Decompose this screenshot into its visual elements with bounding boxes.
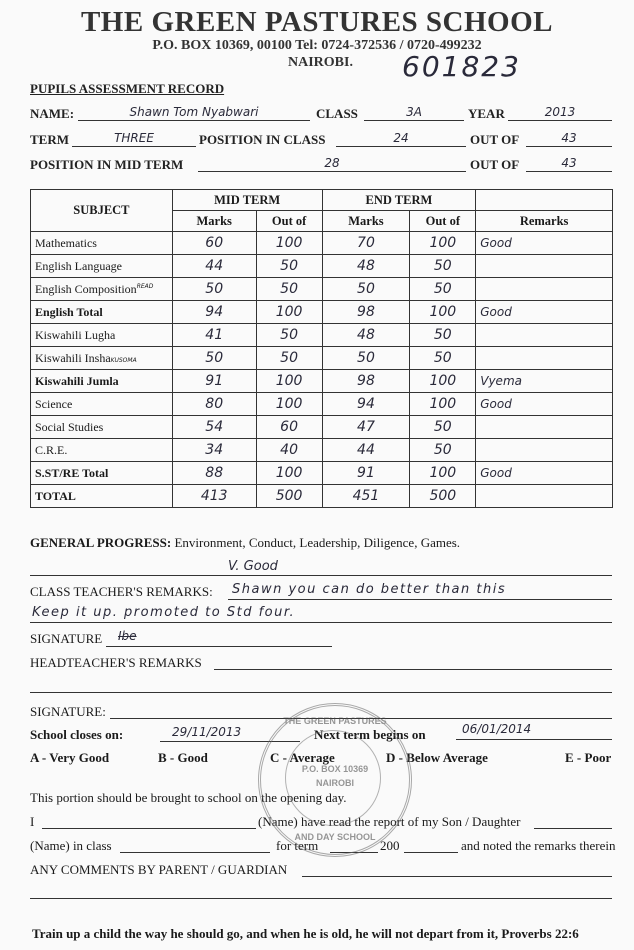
term-field[interactable] xyxy=(72,131,196,147)
subject-cell xyxy=(31,485,173,508)
table-row xyxy=(31,485,613,508)
school-stamp xyxy=(258,703,412,857)
mid-out-of-cell[interactable]: 60 xyxy=(256,416,322,439)
remarks-cell[interactable] xyxy=(476,485,613,508)
mid-out-of-field[interactable] xyxy=(526,156,612,172)
end-marks-cell[interactable]: 98 xyxy=(322,370,410,393)
school-address: P.O. BOX 10369, 00100 Tel: 0724-372536 / 0720-499232 xyxy=(152,38,482,53)
subject-cell xyxy=(31,370,173,393)
name-value: Shawn Tom Nyabwari xyxy=(129,105,259,119)
position-label: POSITION IN CLASS xyxy=(199,132,326,147)
slip-comments-label: ANY COMMENTS BY PARENT / GUARDIAN xyxy=(30,862,288,877)
end-out-of-cell[interactable]: 50 xyxy=(410,278,476,301)
mid-out-of-cell[interactable]: 40 xyxy=(256,439,322,462)
header-subject: SUBJECT xyxy=(31,190,173,232)
subject-cell xyxy=(31,416,173,439)
subject-name: Kiswahili Insha xyxy=(35,350,111,365)
remarks-cell[interactable] xyxy=(476,324,613,347)
mid-out-of-cell[interactable]: 50 xyxy=(256,347,322,370)
end-marks-cell[interactable]: 98 xyxy=(322,301,410,324)
subject-name: English Composition xyxy=(35,281,137,296)
teacher-signature-value: Ibe xyxy=(118,629,137,643)
table-row xyxy=(31,393,613,416)
school-name: THE GREEN PASTURES SCHOOL xyxy=(80,6,554,38)
class-label: CLASS xyxy=(316,106,358,121)
subject-cell xyxy=(31,278,173,301)
subject-cell xyxy=(31,255,173,278)
mid-out-of-cell[interactable]: 500 xyxy=(256,485,322,508)
stamp-box-text: P.O. BOX 10369 xyxy=(301,764,369,774)
mid-out-of-label: OUT OF xyxy=(470,157,520,172)
mid-marks-cell[interactable]: 91 xyxy=(172,370,256,393)
end-out-of-cell[interactable]: 100 xyxy=(410,232,476,255)
end-out-of-cell[interactable]: 50 xyxy=(410,255,476,278)
table-row xyxy=(31,370,613,393)
head-remarks-line1[interactable] xyxy=(214,669,612,670)
teacher-remarks-line2: Keep it up. promoted to Std four. xyxy=(32,605,296,620)
out-of-field[interactable] xyxy=(526,131,612,147)
table-row xyxy=(31,278,613,301)
begins-value: 06/01/2014 xyxy=(462,722,532,736)
teacher-signature-label: SIGNATURE xyxy=(30,631,103,646)
end-out-of-cell[interactable]: 50 xyxy=(410,416,476,439)
slip-instruction: This portion should be brought to school on the opening day. xyxy=(30,790,347,805)
class-value: 3A xyxy=(406,105,422,119)
grade-a: A - Very Good xyxy=(30,750,110,765)
slip-year-line[interactable] xyxy=(404,852,458,853)
slip-year: 200 xyxy=(380,838,400,853)
teacher-remarks-underline2[interactable] xyxy=(30,622,612,623)
table-row xyxy=(31,301,613,324)
mid-marks-cell[interactable]: 34 xyxy=(172,439,256,462)
table-row xyxy=(31,416,613,439)
mid-position-field[interactable] xyxy=(198,156,466,172)
mid-out-of-value: 43 xyxy=(561,156,577,170)
end-out-of-cell[interactable]: 100 xyxy=(410,370,476,393)
end-marks-cell[interactable]: 91 xyxy=(322,462,410,485)
header-mid-out-of: Out of xyxy=(256,211,322,232)
mid-out-of-cell[interactable]: 100 xyxy=(256,370,322,393)
subject-name: S.ST/RE Total xyxy=(35,465,109,480)
remarks-cell[interactable]: Good xyxy=(476,462,613,485)
header-end-marks: Marks xyxy=(322,211,410,232)
slip-for-term: for term xyxy=(276,838,319,853)
mid-marks-cell[interactable]: 50 xyxy=(172,278,256,301)
closes-value: 29/11/2013 xyxy=(172,725,242,739)
serial-number: 601823 xyxy=(402,50,521,83)
subject-cell xyxy=(31,462,173,485)
year-label: YEAR xyxy=(468,106,505,121)
mid-out-of-cell[interactable]: 100 xyxy=(256,462,322,485)
subject-cell xyxy=(31,439,173,462)
mid-marks-cell[interactable]: 80 xyxy=(172,393,256,416)
subject-name: English Language xyxy=(35,258,122,273)
subject-cell xyxy=(31,393,173,416)
assessment-table xyxy=(30,189,613,508)
end-out-of-cell[interactable]: 50 xyxy=(410,324,476,347)
stamp-bottom-text: AND DAY SCHOOL xyxy=(294,832,376,842)
header-end-term: END TERM xyxy=(322,190,476,211)
subject-name: Mathematics xyxy=(35,235,97,250)
mid-position-value: 28 xyxy=(324,156,340,170)
term-value: THREE xyxy=(114,131,154,145)
subject-name: Social Studies xyxy=(35,419,104,434)
head-signature-label: SIGNATURE: xyxy=(30,704,106,719)
year-value: 2013 xyxy=(544,105,576,119)
slip-noted: and noted the remarks therein xyxy=(461,838,616,853)
subject-cell xyxy=(31,232,173,255)
progress-line[interactable] xyxy=(30,575,612,576)
teacher-remarks-line1: Shawn you can do better than this xyxy=(232,582,507,597)
header-blank xyxy=(476,190,613,211)
mid-out-of-cell[interactable]: 100 xyxy=(256,393,322,416)
position-field[interactable] xyxy=(336,131,466,147)
grade-d: D - Below Average xyxy=(386,750,488,765)
header-mid-marks: Marks xyxy=(172,211,256,232)
mid-position-label: POSITION IN MID TERM xyxy=(30,157,184,172)
closes-label: School closes on: xyxy=(30,727,124,742)
begins-label: Next term begins on xyxy=(314,727,426,742)
end-out-of-cell[interactable]: 500 xyxy=(410,485,476,508)
slip-name-read: (Name) have read the report of my Son / Daughter xyxy=(258,814,521,829)
table-row xyxy=(31,439,613,462)
teacher-remarks-underline1[interactable] xyxy=(228,599,612,600)
remarks-cell[interactable]: Good xyxy=(476,393,613,416)
subject-cell xyxy=(31,301,173,324)
end-out-of-cell[interactable]: 50 xyxy=(410,347,476,370)
end-marks-cell[interactable]: 70 xyxy=(322,232,410,255)
end-marks-cell[interactable]: 48 xyxy=(322,255,410,278)
table-row xyxy=(31,324,613,347)
grade-c: C - Average xyxy=(270,750,335,765)
progress-text: Environment, Conduct, Leadership, Diligence, Games. xyxy=(174,535,461,550)
year-field[interactable] xyxy=(508,105,612,121)
begins-line[interactable] xyxy=(456,739,612,740)
mid-out-of-cell[interactable]: 50 xyxy=(256,324,322,347)
remarks-cell[interactable] xyxy=(476,416,613,439)
subject-name: TOTAL xyxy=(35,488,76,503)
mid-marks-cell[interactable]: 413 xyxy=(172,485,256,508)
remarks-cell[interactable] xyxy=(476,255,613,278)
table-row xyxy=(31,255,613,278)
slip-name-class: (Name) in class xyxy=(30,838,112,853)
stamp-city-text: NAIROBI xyxy=(316,778,354,788)
subject-cell xyxy=(31,347,173,370)
slip-comments-line1[interactable] xyxy=(302,876,612,877)
mid-out-of-cell[interactable]: 50 xyxy=(256,278,322,301)
grade-e: E - Poor xyxy=(565,750,612,765)
end-marks-cell[interactable]: 47 xyxy=(322,416,410,439)
term-label: TERM xyxy=(30,132,69,147)
end-out-of-cell[interactable]: 100 xyxy=(410,462,476,485)
mid-marks-cell[interactable]: 88 xyxy=(172,462,256,485)
record-heading: PUPILS ASSESSMENT RECORD xyxy=(30,81,225,96)
footer-proverb: Train up a child the way he should go, and when he is old, he will not depart from it, Proverbs 22:6 xyxy=(32,926,579,941)
header-remarks: Remarks xyxy=(476,211,613,232)
remarks-cell[interactable]: Good xyxy=(476,301,613,324)
header-mid-term: MID TERM xyxy=(172,190,322,211)
end-marks-cell[interactable]: 44 xyxy=(322,439,410,462)
mid-out-of-cell[interactable]: 50 xyxy=(256,255,322,278)
subject-note: READ xyxy=(136,282,154,290)
subject-cell xyxy=(31,324,173,347)
teacher-signature-line[interactable] xyxy=(106,646,332,647)
end-out-of-cell[interactable]: 100 xyxy=(410,393,476,416)
remarks-cell[interactable] xyxy=(476,347,613,370)
subject-note: KUSOMA xyxy=(110,356,137,364)
end-marks-cell[interactable]: 48 xyxy=(322,324,410,347)
end-marks-cell[interactable]: 50 xyxy=(322,347,410,370)
remarks-cell[interactable]: Vyema xyxy=(476,370,613,393)
end-out-of-cell[interactable]: 50 xyxy=(410,439,476,462)
mid-marks-cell[interactable]: 44 xyxy=(172,255,256,278)
mid-marks-cell[interactable]: 50 xyxy=(172,347,256,370)
class-field[interactable] xyxy=(364,105,464,121)
teacher-remarks-label: CLASS TEACHER'S REMARKS: xyxy=(30,584,213,599)
head-remarks-label: HEADTEACHER'S REMARKS xyxy=(30,655,202,670)
end-out-of-cell[interactable]: 100 xyxy=(410,301,476,324)
grade-b: B - Good xyxy=(158,750,208,765)
slip-i-label: I xyxy=(30,814,35,829)
name-label: NAME: xyxy=(30,106,75,121)
end-marks-cell[interactable]: 451 xyxy=(322,485,410,508)
table-row xyxy=(31,462,613,485)
table-row xyxy=(31,232,613,255)
slip-comments-line2[interactable] xyxy=(30,898,612,899)
mid-marks-cell[interactable]: 94 xyxy=(172,301,256,324)
progress-label: GENERAL PROGRESS: xyxy=(30,535,172,550)
out-of-label: OUT OF xyxy=(470,132,520,147)
slip-child-line[interactable] xyxy=(534,828,612,829)
table-row xyxy=(31,347,613,370)
subject-name: C.R.E. xyxy=(35,442,68,457)
header-end-out-of: Out of xyxy=(410,211,476,232)
mid-marks-cell[interactable]: 54 xyxy=(172,416,256,439)
mid-out-of-cell[interactable]: 100 xyxy=(256,232,322,255)
remarks-cell[interactable] xyxy=(476,278,613,301)
out-of-value: 43 xyxy=(561,131,577,145)
general-progress xyxy=(30,535,460,551)
slip-parent-name-line[interactable] xyxy=(42,828,256,829)
subject-name: English Total xyxy=(35,304,103,319)
subject-name: Kiswahili Lugha xyxy=(35,327,116,342)
stamp-top-text: THE GREEN PASTURES xyxy=(283,716,387,726)
mid-out-of-cell[interactable]: 100 xyxy=(256,301,322,324)
mid-marks-cell[interactable]: 60 xyxy=(172,232,256,255)
school-city: NAIROBI. xyxy=(288,55,353,70)
name-field[interactable] xyxy=(78,105,310,121)
remarks-cell[interactable] xyxy=(476,439,613,462)
position-value: 24 xyxy=(393,131,409,145)
mid-marks-cell[interactable]: 41 xyxy=(172,324,256,347)
end-marks-cell[interactable]: 50 xyxy=(322,278,410,301)
progress-value: V. Good xyxy=(228,559,278,574)
head-remarks-line2[interactable] xyxy=(30,692,612,693)
subject-name: Kiswahili Jumla xyxy=(35,373,119,388)
slip-class-line[interactable] xyxy=(120,852,270,853)
subject-name: Science xyxy=(35,396,73,411)
end-marks-cell[interactable]: 94 xyxy=(322,393,410,416)
remarks-cell[interactable]: Good xyxy=(476,232,613,255)
